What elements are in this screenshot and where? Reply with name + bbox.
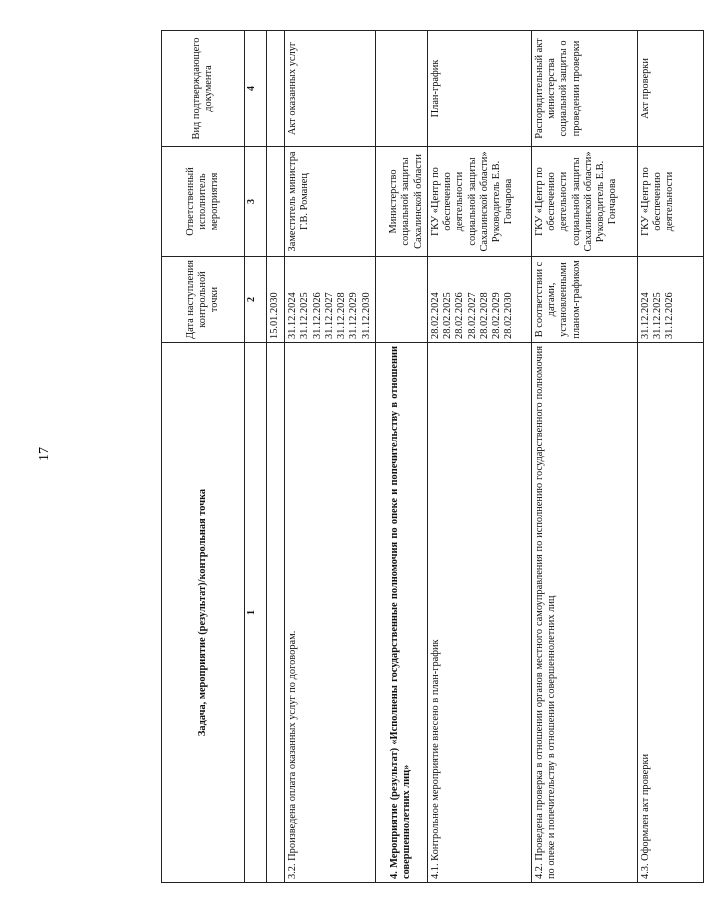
cell-date: 31.12.2024 31.12.2025 31.12.2026 31.12.2027 31.12.2028 31.12.2029 31.12.2030 (285, 257, 376, 343)
header-date: Дата наступления контрольной точки (162, 257, 245, 343)
column-number-1: 1 (245, 343, 267, 883)
table-row (267, 31, 285, 883)
rotated-page-area (80, 0, 676, 912)
page-number: 17 (37, 447, 52, 461)
cell-responsible: ГКУ «Центр по обеспечению деятельности (637, 147, 703, 257)
cell-date: В соответствии с датами, установленными планом-графиком (531, 257, 637, 343)
table-row (427, 31, 531, 883)
cell-responsible: ГКУ «Центр по обеспечению деятельности социальной защиты Сахалинской области» Руководитель Е.В. Гончарова (531, 147, 637, 257)
header-task: Задача, мероприятие (результат)/контрольная точка (162, 343, 245, 883)
cell-document (375, 31, 427, 147)
cell-task: 4.1. Контрольное мероприятие внесено в план-график (427, 343, 531, 883)
header-row (162, 31, 245, 883)
cell-document: Акт проверки (637, 31, 703, 147)
cell-document: Акт оказанных услуг (285, 31, 376, 147)
cell-responsible: Заместитель министра Г.В. Романец (285, 147, 376, 257)
control-points-table (161, 30, 704, 883)
cell-task: 4.3. Оформлен акт проверки (637, 343, 703, 883)
header-document: Вид подтверждающего документа (162, 31, 245, 147)
table-row (637, 31, 703, 883)
cell-document (267, 31, 285, 147)
table-row (375, 31, 427, 883)
column-number-3: 3 (245, 147, 267, 257)
rotated-table-wrapper (161, 31, 676, 883)
cell-responsible: ГКУ «Центр по обеспечению деятельности социальной защиты Сахалинской области» Руководитель Е.В. Гончарова (427, 147, 531, 257)
table-row (285, 31, 376, 883)
header-responsible: Ответственный исполнитель мероприятия (162, 147, 245, 257)
cell-task (267, 343, 285, 883)
cell-date: 28.02.2024 28.02.2025 28.02.2026 28.02.2027 28.02.2028 28.02.2029 28.02.2030 (427, 257, 531, 343)
cell-responsible (267, 147, 285, 257)
cell-responsible: Министерство социальной защиты Сахалинской области (375, 147, 427, 257)
column-number-4: 4 (245, 31, 267, 147)
cell-document: Распорядительный акт министерства социальной защиты о проведении проверки (531, 31, 637, 147)
table-row (531, 31, 637, 883)
cell-date: 31.12.2024 31.12.2025 31.12.2026 (637, 257, 703, 343)
cell-date (375, 257, 427, 343)
cell-document: План-график (427, 31, 531, 147)
column-number-2: 2 (245, 257, 267, 343)
cell-task: 4.2. Проведена проверка в отношении органов местного самоуправления по исполнению государственного полномочия по опеке и попечительству в отношении совершеннолетних лиц (531, 343, 637, 883)
column-number-row (245, 31, 267, 883)
cell-task: 4. Мероприятие (результат) «Исполнены государственные полномочия по опеке и попечительству в отношении совершеннолетних лиц» (375, 343, 427, 883)
cell-task: 3.2. Произведена оплата оказанных услуг по договорам. (285, 343, 376, 883)
cell-date: 15.01.2030 (267, 257, 285, 343)
